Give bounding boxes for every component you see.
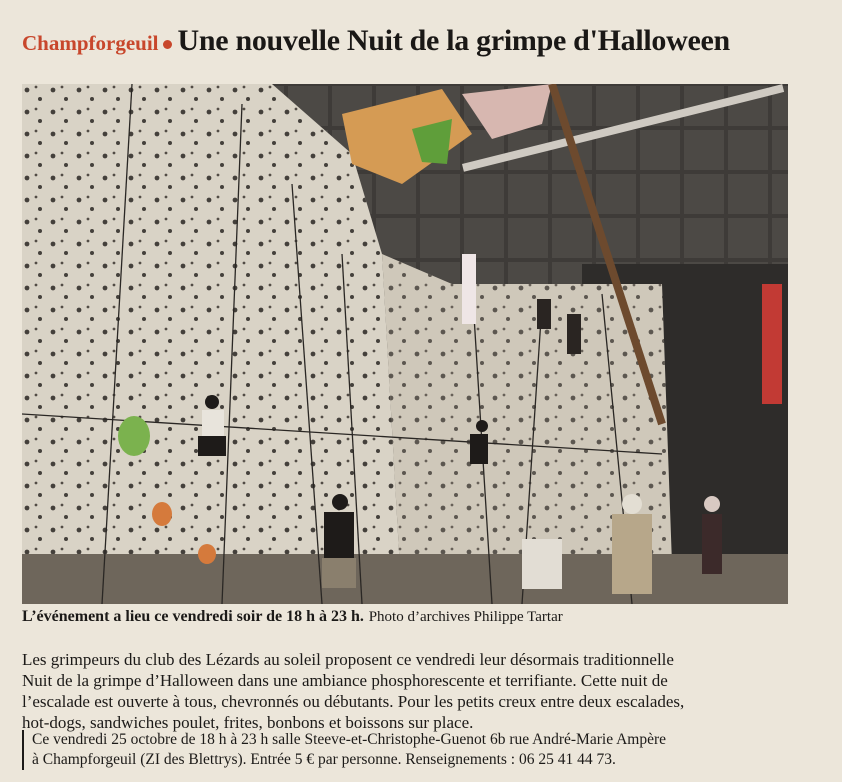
- floor: [22, 554, 788, 604]
- orange-hold-2: [198, 544, 216, 564]
- green-hold: [118, 416, 150, 456]
- caption-main: L’événement a lieu ce vendredi soir de 18 h à 23 h.: [22, 608, 364, 625]
- body-line: hot-dogs, sandwiches poulet, frites, bonbons et boissons sur place.: [22, 713, 474, 732]
- body-line: Nuit de la grimpe d’Halloween dans une ambiance phosphorescente et terrifiante. Cette nuit de: [22, 671, 668, 690]
- body-line: l’escalade est ouverte à tous, chevronnés ou débutants. Pour les petits creux entre deux escalades,: [22, 692, 685, 711]
- event-info: [22, 730, 832, 770]
- photo-caption: [22, 607, 812, 626]
- bullet-icon: [163, 40, 172, 49]
- kicker-location: Champforgeuil: [22, 31, 159, 55]
- body-line: Les grimpeurs du club des Lézards au soleil proposent ce vendredi leur désormais traditionnelle: [22, 650, 674, 669]
- article-body: [22, 649, 822, 733]
- info-line: à Champforgeuil (ZI des Blettrys). Entrée 5 € par personne. Renseignements : 06 25 41 44 73.: [32, 751, 616, 768]
- headline: [22, 24, 822, 58]
- info-line: Ce vendredi 25 octobre de 18 h à 23 h salle Steeve-et-Christophe-Guenot 6b rue André-Marie Ampère: [32, 731, 667, 748]
- climbing-wall-photo: [22, 84, 788, 604]
- orange-hold: [152, 502, 172, 526]
- article-title: Une nouvelle Nuit de la grimpe d'Halloween: [177, 24, 730, 57]
- photo-credit: Photo d’archives Philippe Tartar: [368, 609, 563, 625]
